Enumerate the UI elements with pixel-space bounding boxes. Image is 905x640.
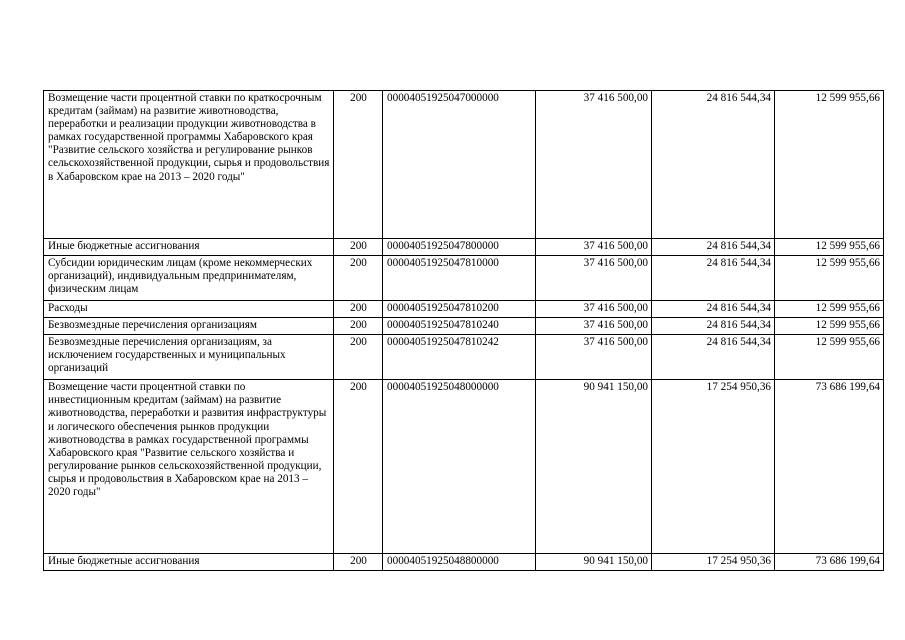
row-remaining-cell: 12 599 955,66 xyxy=(775,239,884,256)
row-code-cell: 200 xyxy=(334,380,383,554)
row-code-cell: 200 xyxy=(334,256,383,301)
table-row xyxy=(44,335,884,380)
row-remaining-cell: 12 599 955,66 xyxy=(775,256,884,301)
row-code-cell: 200 xyxy=(334,335,383,380)
row-code-cell: 200 xyxy=(334,554,383,571)
row-name-cell: Возмещение части процентной ставки по инвестиционным кредитам (займам) на развитие животноводства, переработки и развития инфраструктуры и логического обеспечения рынков продукции животноводства в рамках государственной программы Хабаровского края "Развитие сельского хозяйства и регулирование рынков сельскохозяйственной продукции, сырья и продовольствия в Хабаровском крае на 2013 – 2020 годы" xyxy=(44,380,334,554)
table-row xyxy=(44,318,884,335)
row-name-cell: Иные бюджетные ассигнования xyxy=(44,239,334,256)
row-code-cell: 200 xyxy=(334,91,383,239)
row-approved-cell: 37 416 500,00 xyxy=(536,301,652,318)
row-code-cell: 200 xyxy=(334,239,383,256)
row-remaining-cell: 12 599 955,66 xyxy=(775,335,884,380)
row-approved-cell: 37 416 500,00 xyxy=(536,256,652,301)
row-approved-cell: 37 416 500,00 xyxy=(536,91,652,239)
table-row xyxy=(44,91,884,239)
document-page xyxy=(43,90,884,571)
row-executed-cell: 17 254 950,36 xyxy=(652,554,775,571)
row-name-cell: Субсидии юридическим лицам (кроме некоммерческих организаций), индивидуальным предпринимателям, физическим лицам xyxy=(44,256,334,301)
row-kbk-cell: 00004051925048800000 xyxy=(383,554,536,571)
row-approved-cell: 90 941 150,00 xyxy=(536,554,652,571)
row-kbk-cell: 00004051925047000000 xyxy=(383,91,536,239)
row-code-cell: 200 xyxy=(334,301,383,318)
row-executed-cell: 24 816 544,34 xyxy=(652,91,775,239)
table-row xyxy=(44,301,884,318)
row-name-cell: Расходы xyxy=(44,301,334,318)
row-remaining-cell: 12 599 955,66 xyxy=(775,318,884,335)
table-row xyxy=(44,380,884,554)
row-executed-cell: 24 816 544,34 xyxy=(652,301,775,318)
row-kbk-cell: 00004051925048000000 xyxy=(383,380,536,554)
row-kbk-cell: 00004051925047800000 xyxy=(383,239,536,256)
row-executed-cell: 24 816 544,34 xyxy=(652,318,775,335)
row-remaining-cell: 73 686 199,64 xyxy=(775,554,884,571)
row-remaining-cell: 12 599 955,66 xyxy=(775,301,884,318)
table-row xyxy=(44,239,884,256)
row-approved-cell: 90 941 150,00 xyxy=(536,380,652,554)
row-code-cell: 200 xyxy=(334,318,383,335)
table-row xyxy=(44,256,884,301)
row-approved-cell: 37 416 500,00 xyxy=(536,318,652,335)
row-name-cell: Безвозмездные перечисления организациям xyxy=(44,318,334,335)
row-executed-cell: 24 816 544,34 xyxy=(652,256,775,301)
row-remaining-cell: 73 686 199,64 xyxy=(775,380,884,554)
row-approved-cell: 37 416 500,00 xyxy=(536,239,652,256)
row-kbk-cell: 00004051925047810000 xyxy=(383,256,536,301)
row-kbk-cell: 00004051925047810200 xyxy=(383,301,536,318)
row-kbk-cell: 00004051925047810240 xyxy=(383,318,536,335)
row-executed-cell: 24 816 544,34 xyxy=(652,239,775,256)
row-executed-cell: 17 254 950,36 xyxy=(652,380,775,554)
budget-execution-table xyxy=(43,90,884,571)
row-remaining-cell: 12 599 955,66 xyxy=(775,91,884,239)
row-name-cell: Возмещение части процентной ставки по краткосрочным кредитам (займам) на развитие животноводства, переработки и реализации продукции животноводства в рамках государственной программы Хабаровского края "Развитие сельского хозяйства и регулирование рынков сельскохозяйственной продукции, сырья и продовольствия в Хабаровском крае на 2013 – 2020 годы" xyxy=(44,91,334,239)
row-kbk-cell: 00004051925047810242 xyxy=(383,335,536,380)
row-approved-cell: 37 416 500,00 xyxy=(536,335,652,380)
row-name-cell: Безвозмездные перечисления организациям, за исключением государственных и муниципальных организаций xyxy=(44,335,334,380)
row-name-cell: Иные бюджетные ассигнования xyxy=(44,554,334,571)
row-executed-cell: 24 816 544,34 xyxy=(652,335,775,380)
table-row xyxy=(44,554,884,571)
